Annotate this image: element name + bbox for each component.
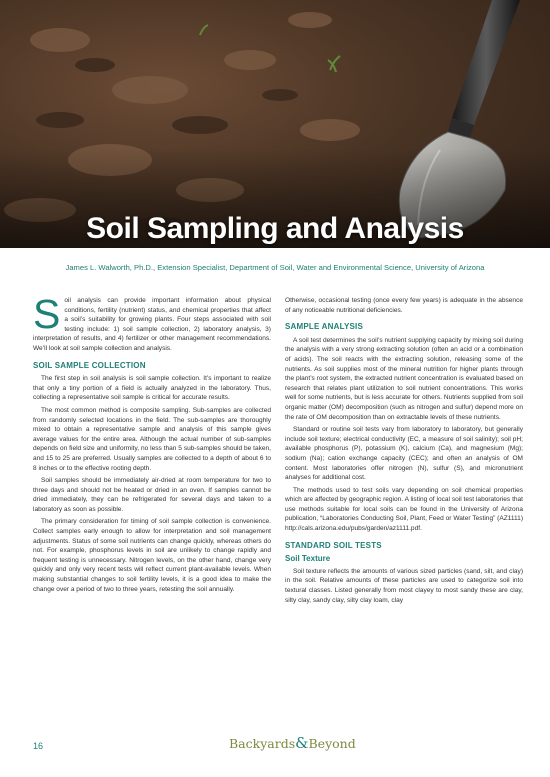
intro-paragraph	[33, 291, 271, 354]
paragraph: The primary consideration for timing of soil sample collection is convenience. Collect samples early enough to allow for interpretation and soil management adjustments. Status of some soil nutrients can change quickly, whereas others do not. For example, phosphorus levels in soil are unlikely to change rapidly and frequent testing is unnecessary. Nitrogen levels, on the other hand, change very quickly and only very recent tests will reflect current plant-available levels. When making substantial changes to soil fertility levels, it is a good idea to make the change over a period of two to three years, retesting the soil annually.	[33, 518, 271, 593]
soil-shovel-illustration	[0, 0, 550, 248]
page-title: Soil Sampling and Analysis	[86, 212, 464, 245]
right-column	[285, 296, 523, 608]
page-number: 16	[33, 741, 44, 751]
left-column	[33, 291, 271, 597]
heading-standard-soil-tests: STANDARD SOIL TESTS	[285, 540, 382, 550]
paragraph: The methods used to test soils vary depending on soil chemical properties which are affected by geographic region. A listing of local soil test laboratories that use methods suitable for local soils can be found in the University of Arizona publication, “Laboratories Conducting Soil, Plant, Feed or Water Testing” (AZ1111) http://cals.arizona.edu/pubs/garden/az1111.pdf.	[285, 486, 523, 533]
author-byline: James L. Walworth, Ph.D., Extension Specialist, Department of Soil, Water and Environmental Science, University of Arizona	[65, 263, 485, 272]
logo-ampersand: &	[295, 734, 309, 752]
paragraph: Soil samples should be immediately air-dried at room temperature for two to three days and should not be heated or dried in an oven. If samples cannot be dried immediately, they can be refrigerated for several days and taken to a laboratory as soon as possible.	[33, 477, 271, 513]
backyards-beyond-logo	[229, 734, 356, 752]
hero-photo-soil-shovel	[0, 0, 550, 248]
paragraph: Soil texture reflects the amounts of various sized particles (sand, silt, and clay) in the soil. Relative amounts of these particles are used to categorize soil into textural classes. Listed generally from most clayey to most sandy these are clay, silty clay, sandy clay, silty clay loam, clay	[285, 567, 523, 604]
paragraph: The most common method is composite sampling. Sub-samples are collected from randomly selected locations in the field. The sub-samples are thoroughly mixed to obtain a representative sample and analysis of this sample gives average values for the entire area. Although the actual number of sub-samples depends on field size and uniformity, no less than 5 sub-samples should be taken, and 15 to 25 are preferred. Usually samples are collected to a depth of about 6 to 8 inches or to the effective rooting depth.	[33, 406, 271, 472]
drop-cap: S	[33, 291, 61, 337]
heading-sample-analysis: SAMPLE ANALYSIS	[285, 322, 363, 332]
logo-text-beyond: Beyond	[308, 736, 356, 751]
heading-soil-sample-collection: SOIL SAMPLE COLLECTION	[33, 360, 146, 370]
logo-text-backyards: Backyards	[229, 736, 296, 751]
paragraph: Standard or routine soil tests vary from laboratory to laboratory, but generally include soil texture; electrical conductivity (EC, a measure of soil salinity); soil pH; available phosphorus (P), potassium (K), calcium (Ca), and magnesium (Mg); sodium (Na); cation exchange capacity (CEC); and often an analysis of OM content. Most laboratories offer nitrogen (N), sulfur (S), and micronutrient analyses for additional cost.	[285, 426, 523, 482]
intro-text: oil analysis can provide important information about physical conditions, fertility (nutrient) status, and chemical properties that affect a soil’s suitability for growing plants. Four steps associated with soil testing include: 1) soil sample collection, 2) laboratory analysis, 3) interpretation of results, and 4) fertilizer or other management recommendations. We’ll look at soil sample collection and analysis.	[33, 297, 271, 352]
paragraph: The first step in soil analysis is soil sample collection. It’s important to realize that only a tiny portion of a field is actually analyzed in the laboratory. Thus, collecting a representative soil sample is critical for accurate results.	[33, 375, 271, 402]
paragraph: Otherwise, occasional testing (once every few years) is adequate in the absence of any noticeable nutritional deficiencies.	[285, 297, 523, 314]
subheading-soil-texture: Soil Texture	[285, 554, 331, 564]
paragraph: A soil test determines the soil’s nutrient supplying capacity by mixing soil during the analysis with a very strong extracting solution (often an acid or a combination of acids). The soil reacts with the extracting solution, releasing some of the nutrients. As soil supplies most of the mineral nutrition for higher plants through the plant’s root system, the extracted nutrient concentration is evaluated based on research that relates plant utilization to soil nutrient concentrations. This works well for some nutrients, but is less accurate for others. Nutrients supplied from soil organic matter (OM) decomposition (such as nitrogen and sulfur) depend more on the rate of OM decomposition than on extractable levels of these nutrients.	[285, 336, 523, 421]
